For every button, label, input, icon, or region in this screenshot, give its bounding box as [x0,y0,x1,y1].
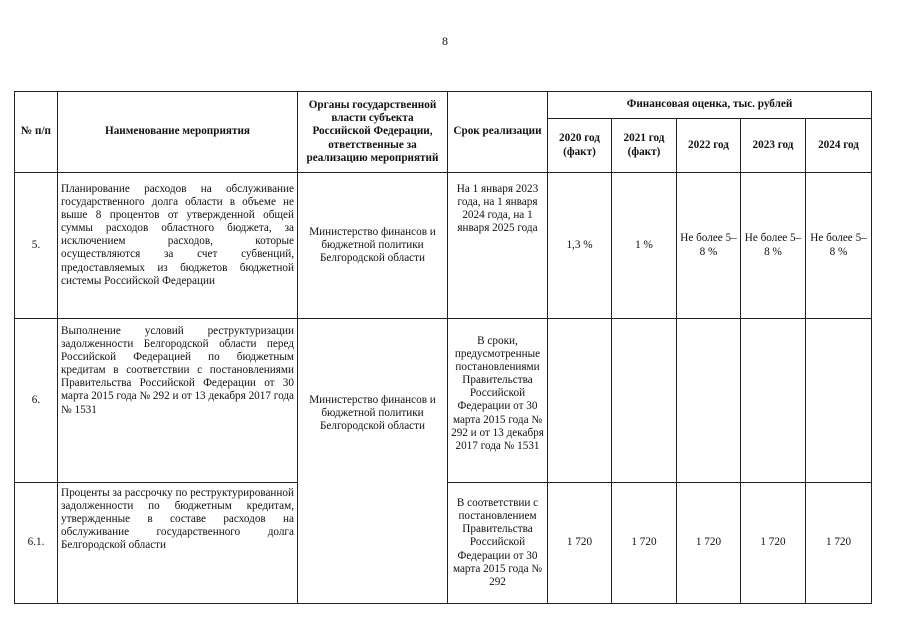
row-value-2021: 1 720 [612,483,677,604]
row-term: В сроки, предусмотренные постановлениями Правительства Российской Федерации от 30 марта 2015 года № 292 и от 13 декабря 2017 года № 1531 [448,319,548,483]
header-year-2021: 2021 год (факт) [612,119,677,173]
header-term: Срок реализации [448,92,548,173]
header-finance: Финансовая оценка, тыс. рублей [548,92,872,119]
header-row [15,92,872,119]
header-num: № п/п [15,92,58,173]
table-row [15,173,872,319]
row-value-2022 [677,319,741,483]
row-value-2023: 1 720 [741,483,806,604]
row-value-2022: 1 720 [677,483,741,604]
row-value-2024: Не более 5–8 % [806,173,872,319]
row-value-2023: Не более 5–8 % [741,173,806,319]
header-year-2024: 2024 год [806,119,872,173]
row-value-2024: 1 720 [806,483,872,604]
header-year-2023: 2023 год [741,119,806,173]
header-name: Наименование мероприятия [58,92,298,173]
header-orgs: Органы государственной власти субъекта Российской Федерации, ответственные за реализацию мероприятий [298,92,448,173]
row-num: 5. [15,173,58,319]
row-value-2020 [548,319,612,483]
row-value-2021: 1 % [612,173,677,319]
row-name: Планирование расходов на обслуживание государственного долга области в объеме не выше 8 процентов от утвержденной общей суммы расходов областного бюджета, за исключением расходов, которые осуществляются за счет субвенций, предоставляемых из бюджетов бюджетной системы Российской Федерации [58,173,298,319]
row-term: В соответствии с постановлением Правительства Российской Федерации от 30 марта 2015 года № 292 [448,483,548,604]
row-org: Министерство финансов и бюджетной политики Белгородской области [298,319,448,604]
row-name: Выполнение условий реструктуризации задолженности Белгородской области перед Российской Федерацией по бюджетным кредитам в соответствии с постановлениями Правительства Российской Федерации от 30 марта 2015 года № 292 и от 13 декабря 2017 года № 1531 [58,319,298,483]
row-term: На 1 января 2023 года, на 1 января 2024 года, на 1 января 2025 года [448,173,548,319]
table-row [15,319,872,483]
row-num: 6.1. [15,483,58,604]
header-year-2020: 2020 год (факт) [548,119,612,173]
row-num: 6. [15,319,58,483]
row-org: Министерство финансов и бюджетной политики Белгородской области [298,173,448,319]
row-name: Проценты за рассрочку по реструктурированной задолженности по бюджетным кредитам, утвержденные в составе расходов на обслуживание государственного долга Белгородской области [58,483,298,604]
page-number: 8 [442,34,448,48]
row-value-2023 [741,319,806,483]
row-value-2022: Не более 5–8 % [677,173,741,319]
row-value-2020: 1 720 [548,483,612,604]
header-year-2022: 2022 год [677,119,741,173]
row-value-2020: 1,3 % [548,173,612,319]
measures-table [14,91,872,604]
row-value-2024 [806,319,872,483]
row-value-2021 [612,319,677,483]
